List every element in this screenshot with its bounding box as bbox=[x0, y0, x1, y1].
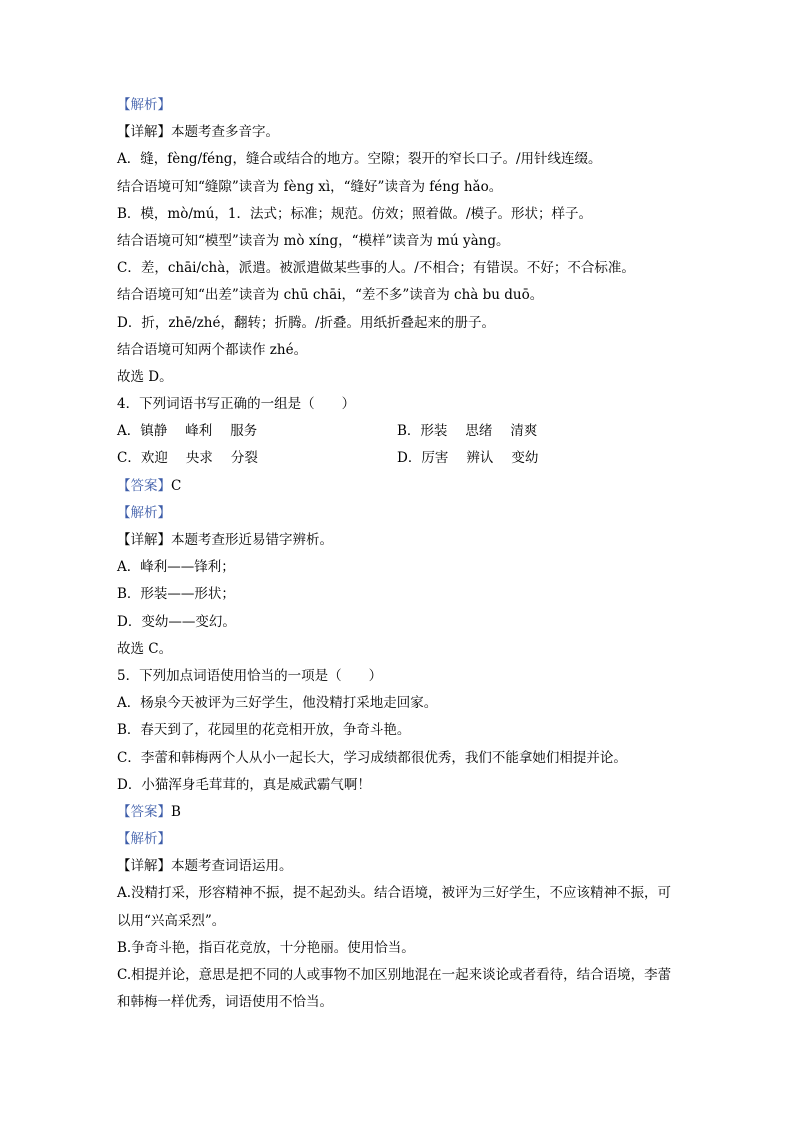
option-word: 服务 bbox=[230, 423, 258, 440]
option-word: 厉害 bbox=[421, 450, 449, 467]
explanation-paragraph: C.相提并论，意思是把不同的人或事物不加区别地混在一起来谈论或者看待，结合语境，李蕾和韩梅一样优秀，词语使用不恰当。 bbox=[117, 967, 672, 1011]
conclusion-line: 故选 D。 bbox=[117, 368, 173, 385]
explanation-line: A．缝，fèng/féng，缝合或结合的地方。空隙；裂开的窄长口子。/用针线连缀。 bbox=[117, 151, 602, 168]
answer-tag: 【答案】 bbox=[117, 477, 171, 494]
explanation-line: 结合语境可知“模型”读音为 mò xíng，“模样”读音为 mú yàng。 bbox=[117, 232, 510, 249]
analysis-tag: 【解析】 bbox=[117, 504, 171, 521]
explanation-line: B．模，mò/mú，1．法式；标准；规范。仿效；照着做。/模子。形状；样子。 bbox=[117, 205, 593, 222]
answer-value: B bbox=[171, 803, 181, 820]
option-d bbox=[397, 445, 677, 472]
option-a bbox=[117, 418, 397, 445]
option-c bbox=[117, 445, 397, 472]
explanation-line: C．差，chāi/chà，派遣。被派遣做某些事的人。/不相合；有错误。不好；不合标准。 bbox=[117, 260, 635, 277]
explanation-line: D．折，zhē/zhé，翻转；折腾。/折叠。用纸折叠起来的册子。 bbox=[117, 314, 496, 331]
detail-line: 【详解】本题考查多音字。 bbox=[117, 124, 279, 141]
option-letter: A． bbox=[117, 423, 141, 440]
explanation-paragraph: B.争奇斗艳，指百花竞放，十分艳丽。使用恰当。 bbox=[117, 939, 415, 956]
question-4-stem: 4．下列词语书写正确的一组是（ ） bbox=[117, 396, 356, 413]
option-word: 欢迎 bbox=[140, 450, 168, 467]
explanation-line: B．形装——形状； bbox=[117, 586, 235, 603]
option-word: 镇静 bbox=[140, 423, 168, 440]
explanation-line: A．峰利——锋利； bbox=[117, 559, 235, 576]
option-word: 清爽 bbox=[510, 423, 538, 440]
conclusion-line: 故选 C。 bbox=[117, 640, 173, 657]
option-c: C．李蕾和韩梅两个人从小一起长大，学习成绩都很优秀，我们不能拿她们相提并论。 bbox=[117, 749, 627, 766]
explanation-line: D．变幼——变幻。 bbox=[117, 613, 236, 630]
question-4-options-row-2 bbox=[117, 445, 677, 472]
analysis-tag: 【解析】 bbox=[117, 831, 171, 848]
option-b: B．春天到了，花园里的花竞相开放，争奇斗艳。 bbox=[117, 722, 411, 739]
detail-line: 【详解】本题考查形近易错字辨析。 bbox=[117, 532, 333, 548]
explanation-paragraph: A.没精打采，形容精神不振，提不起劲头。结合语境，被评为三好学生，不应该精神不振，可以用“兴高采烈”。 bbox=[117, 885, 672, 929]
option-letter: B． bbox=[397, 423, 421, 440]
question-4-options-row-1 bbox=[117, 418, 677, 445]
explanation-line: 结合语境可知两个都读作 zhé。 bbox=[117, 341, 308, 358]
document-body bbox=[117, 92, 677, 1016]
detail-line: 【详解】本题考查词语运用。 bbox=[117, 858, 293, 875]
option-word: 分裂 bbox=[230, 450, 258, 467]
option-a: A．杨泉今天被评为三好学生，他没精打采地走回家。 bbox=[117, 695, 438, 712]
option-word: 辨认 bbox=[466, 450, 494, 467]
option-letter: C． bbox=[117, 450, 141, 467]
question-5-stem: 5．下列加点词语使用恰当的一项是（ ） bbox=[117, 667, 383, 684]
option-letter: D． bbox=[397, 450, 422, 467]
answer-line bbox=[117, 473, 677, 500]
option-b bbox=[397, 418, 677, 445]
option-word: 思绪 bbox=[465, 423, 493, 440]
option-word: 变幼 bbox=[511, 450, 539, 467]
option-word: 央求 bbox=[185, 450, 213, 467]
option-word: 形装 bbox=[420, 423, 448, 440]
option-word: 峰利 bbox=[185, 423, 213, 440]
option-d: D．小猫浑身毛茸茸的，真是威武霸气啊！ bbox=[117, 776, 371, 793]
explanation-line: 结合语境可知“缝隙”读音为 fèng xì，“缝好”读音为 féng hǎo。 bbox=[117, 178, 503, 195]
answer-tag: 【答案】 bbox=[117, 803, 171, 820]
explanation-line: 结合语境可知“出差”读音为 chū chāi，“差不多”读音为 chà bu duō。 bbox=[117, 287, 544, 304]
analysis-tag: 【解析】 bbox=[117, 97, 171, 113]
answer-value: C bbox=[171, 477, 182, 494]
answer-line bbox=[117, 799, 677, 826]
